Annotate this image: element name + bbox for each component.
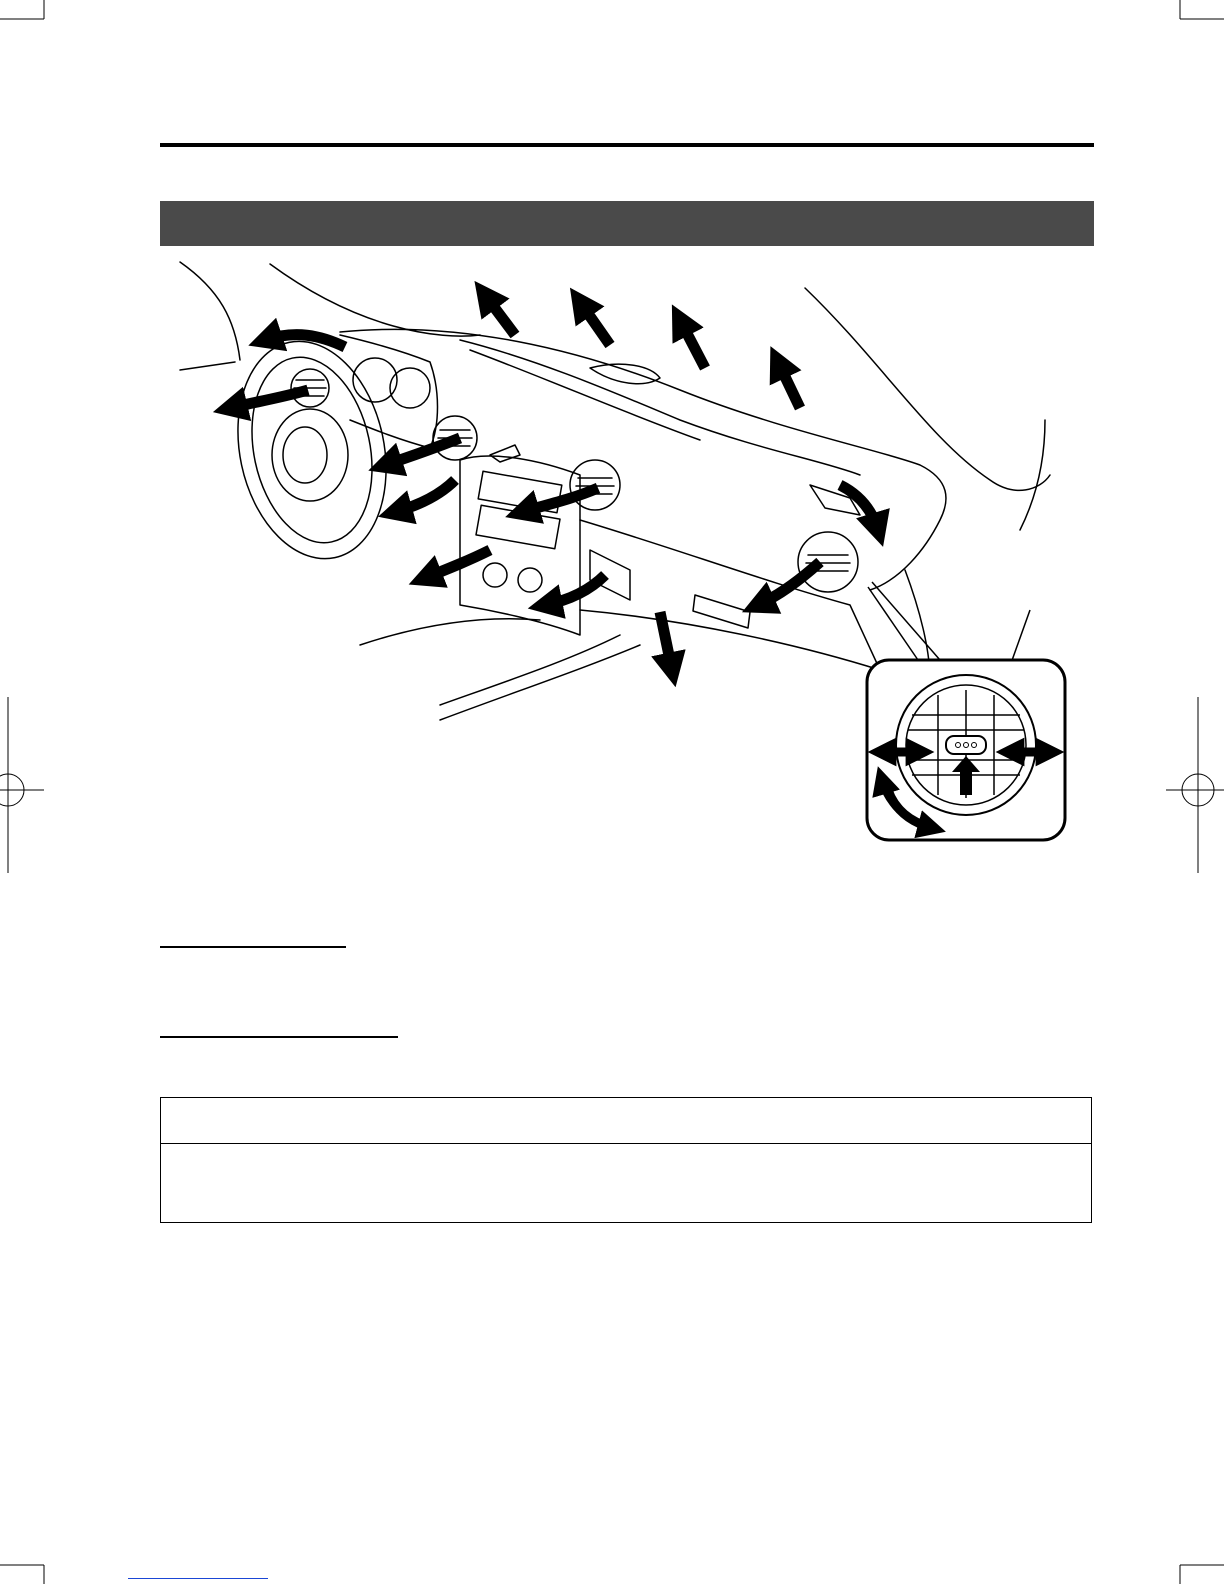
subheading-1 bbox=[160, 920, 346, 948]
inset-vent-detail-icon bbox=[867, 660, 1065, 840]
dashboard-vents-illustration bbox=[160, 250, 1094, 850]
notice-heading bbox=[161, 1098, 1091, 1144]
section-title-bar bbox=[160, 201, 1094, 246]
notice-body bbox=[161, 1145, 1091, 1222]
notice-box bbox=[160, 1097, 1092, 1223]
footer-link-underline[interactable] bbox=[128, 1578, 268, 1579]
subheading-2 bbox=[160, 1010, 398, 1038]
header-rule bbox=[160, 143, 1094, 147]
